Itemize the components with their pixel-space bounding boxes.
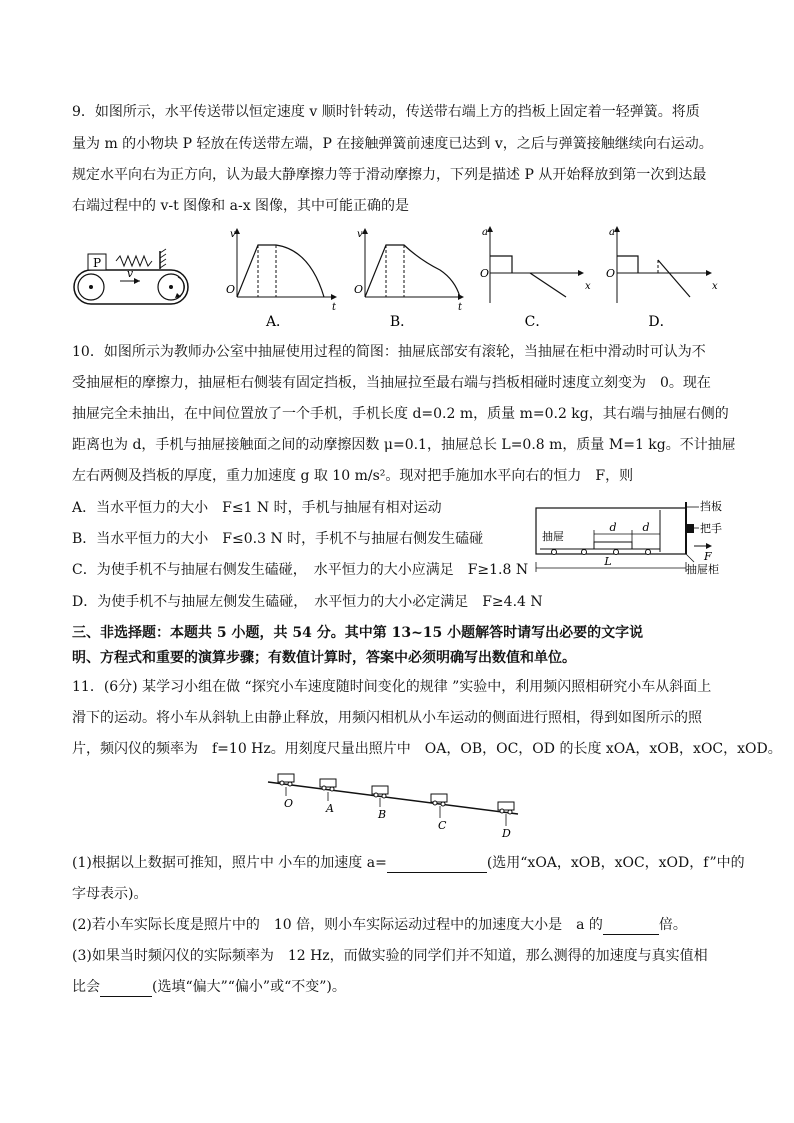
handle [686, 524, 694, 533]
incline-track [268, 782, 518, 814]
incline-photo-figure [260, 770, 530, 842]
q10-option-d: D．为使手机不与抽屉左侧发生磕碰， 水平恒力的大小必定满足 F≥4.4 N [72, 594, 543, 610]
q10-line-3: 抽屉完全未抽出，在中间位置放了一个手机，手机长度 d=0.2 m，质量 m=0.2 kg，其右端与抽屉右侧的 [72, 406, 729, 422]
q10-option-c: C．为使手机不与抽屉右侧发生磕碰， 水平恒力的大小应满足 F≥1.8 N [72, 562, 529, 578]
q11-sub1: (1)根据以上数据可推知，照片中 小车的加速度 a= (选用“xOA，xOB，xOC，xOD，f”中的 [72, 855, 745, 871]
point-d: D [502, 827, 511, 840]
svg-text:d: d [642, 521, 650, 534]
svg-text:O: O [480, 267, 490, 280]
option-c-label: C． [524, 314, 550, 330]
svg-text:v: v [357, 229, 363, 240]
svg-text:v: v [230, 229, 236, 240]
q10-option-a: A．当水平恒力的大小 F≤1 N 时，手机与抽屉有相对运动 [72, 500, 442, 516]
q11-line-2: 滑下的运动。将小车从斜轨上由静止释放，用频闪相机从小车运动的侧面进行照相，得到如图所示的照 [72, 710, 702, 726]
phone [594, 542, 632, 549]
q10-option-b: B．当水平恒力的大小 F≤0.3 N 时，手机不与抽屉右侧发生磕碰 [72, 531, 484, 547]
q11-line-3: 片，频闪仪的频率为 f=10 Hz。用刻度尺量出照片中 OA，OB，OC，OD 的长度 xOA，xOB，xOC，xOD。 [72, 741, 782, 757]
q10-line-2: 受抽屉柜的摩擦力，抽屉柜右侧装有固定挡板，当抽屉拉至最右端与挡板相碰时速度立刻变为 0。现在 [72, 375, 711, 391]
svg-text:O: O [354, 283, 364, 296]
point-b: B [378, 808, 387, 821]
svg-text:把手: 把手 [700, 522, 722, 535]
svg-text:a: a [482, 227, 488, 238]
drawer-figure [528, 494, 728, 580]
block-label: P [92, 256, 102, 270]
q9-line-2: 量为 m 的小物块 P 轻放在传送带左端，P 在接触弹簧前速度已达到 v，之后与弹簧接触继续向右运动。 [72, 136, 713, 152]
option-b-label: B． [389, 314, 415, 330]
q10-line-5: 左右两侧及挡板的厚度，重力加速度 g 取 10 m/s²。现对把手施加水平向右的恒力 F，则 [72, 468, 634, 484]
point-a: A [326, 802, 334, 815]
q10-line-1: 10．如图所示为教师办公室中抽屉使用过程的简图：抽屉底部安有滚轮，当抽屉在柜中滑动时可认为不 [72, 344, 706, 360]
section-3-line-1: 三、非选择题：本题共 5 小题，共 54 分。其中第 13~15 小题解答时请写出必要的文字说 [72, 625, 644, 641]
graph-a [226, 228, 337, 313]
svg-text:F: F [704, 550, 712, 563]
q10-line-4: 距离也为 d，手机与抽屉接触面之间的动摩擦因数 μ=0.1，抽屉总长 L=0.8 m，质量 M=1 kg。不计抽屉 [72, 437, 736, 453]
cart-c [431, 794, 447, 818]
answer-blank-bias[interactable] [100, 980, 152, 997]
svg-text:x: x [585, 281, 591, 292]
svg-text:d: d [609, 521, 617, 534]
graph-d [606, 226, 718, 303]
point-c: C [438, 819, 447, 832]
svg-text:L: L [604, 555, 612, 568]
svg-text:O: O [606, 267, 616, 280]
point-o: O [284, 797, 294, 810]
q9-line-4: 右端过程中的 v-t 图像和 a-x 图像，其中可能正确的是 [72, 198, 410, 214]
answer-blank-ratio[interactable] [603, 918, 659, 935]
option-a-label: A． [265, 314, 291, 330]
q9-line-3: 规定水平向右为正方向，认为最大静摩擦力等于滑动摩擦力，下列是描述 P 从开始释放到第一次到达最 [72, 167, 707, 183]
answer-blank-acceleration[interactable] [387, 856, 487, 873]
svg-text:O: O [226, 283, 236, 296]
graph-b [354, 228, 464, 313]
svg-text:a: a [609, 227, 615, 238]
graph-c [480, 226, 591, 303]
spring [116, 256, 152, 266]
conveyor-belt-figure [74, 249, 188, 304]
svg-text:挡板: 挡板 [700, 500, 722, 513]
svg-text:抽屉柜: 抽屉柜 [686, 563, 719, 576]
section-3-line-2: 明、方程式和重要的演算步骤；有数值计算时，答案中必须明确写出数值和单位。 [72, 650, 576, 666]
svg-text:t: t [332, 302, 337, 313]
q11-sub3-cont: 比会 (选填“偏大”“偏小”或“不变”)。 [72, 979, 346, 995]
q11-sub2: (2)若小车实际长度是照片中的 10 倍，则小车实际运动过程中的加速度大小是 a 的 倍。 [72, 917, 687, 933]
belt-speed-label: v [126, 267, 134, 280]
q11-line-1: 11．(6分) 某学习小组在做 “探究小车速度随时间变化的规律 ”实验中，利用频闪照相研究小车从斜面上 [72, 679, 712, 695]
svg-text:x: x [712, 281, 718, 292]
q9-line-1: 9．如图所示，水平传送带以恒定速度 v 顺时针转动，传送带右端上方的挡板上固定着一轻弹簧。将质 [72, 104, 700, 120]
cart-d [498, 802, 514, 826]
q11-sub1-cont: 字母表示)。 [72, 886, 148, 902]
option-d-label: D． [648, 314, 674, 330]
q11-sub3: (3)如果当时频闪仪的实际频率为 12 Hz，而做实验的同学们并不知道，那么测得的加速度与真实值相 [72, 948, 708, 964]
svg-text:t: t [458, 302, 463, 313]
svg-text:抽屉: 抽屉 [542, 530, 564, 543]
q9-figures [0, 215, 794, 335]
